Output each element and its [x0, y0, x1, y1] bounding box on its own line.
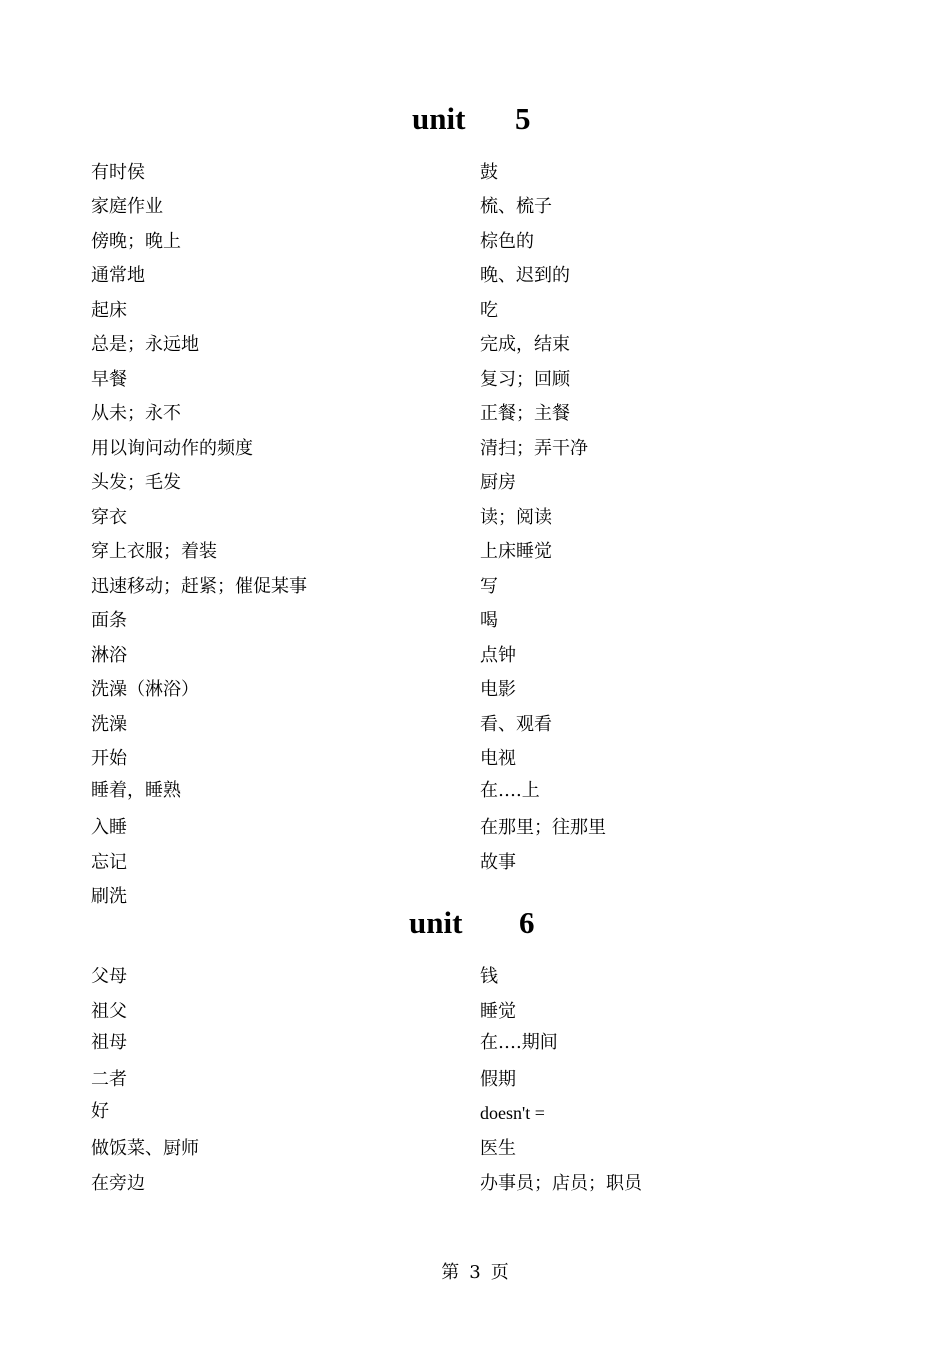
- vocab-entry: 梳、梳子: [480, 196, 552, 217]
- vocab-entry: 读；阅读: [480, 507, 552, 528]
- vocab-entry: 入睡: [91, 817, 127, 838]
- unit-6-heading: [409, 905, 539, 941]
- vocab-entry: 开始: [91, 748, 127, 769]
- unit-5-heading-number: 5: [515, 101, 531, 136]
- vocab-entry: 复习；回顾: [480, 369, 570, 390]
- vocab-entry: 穿上衣服；着装: [91, 541, 217, 562]
- vocab-entry: 睡觉: [480, 1001, 516, 1022]
- vocab-entry: 喝: [480, 610, 498, 631]
- vocab-entry: 二者: [91, 1069, 127, 1090]
- vocab-entry: 起床: [91, 300, 127, 321]
- vocab-entry: 穿衣: [91, 507, 127, 528]
- vocab-entry: 有时侯: [91, 162, 145, 183]
- vocab-entry: 父母: [91, 966, 127, 987]
- vocab-entry: 刷洗: [91, 886, 127, 907]
- vocab-entry: 淋浴: [91, 645, 127, 666]
- vocab-entry: 电视: [480, 748, 516, 769]
- vocab-entry: 从未；永不: [91, 403, 181, 424]
- vocab-entry: 假期: [480, 1069, 516, 1090]
- vocab-entry: 洗澡（淋浴）: [91, 679, 199, 700]
- vocab-entry: 用以询问动作的频度: [91, 438, 253, 459]
- vocab-entry: doesn't =: [480, 1103, 545, 1123]
- vocab-entry: 正餐；主餐: [480, 403, 570, 424]
- vocab-entry: 吃: [480, 300, 498, 321]
- vocab-entry: 电影: [480, 679, 516, 700]
- vocab-entry: 总是；永远地: [91, 334, 199, 355]
- vocab-entry: 在….上: [480, 780, 540, 801]
- unit-5-heading: [412, 101, 542, 137]
- vocab-entry: 钱: [480, 966, 498, 987]
- vocab-entry: 清扫；弄干净: [480, 438, 588, 459]
- unit-6-heading-word: unit: [409, 905, 463, 940]
- vocab-entry: 迅速移动；赶紧；催促某事: [91, 576, 307, 597]
- vocab-entry: 通常地: [91, 265, 145, 286]
- vocab-entry: 在….期间: [480, 1032, 558, 1053]
- vocab-entry: 家庭作业: [91, 196, 163, 217]
- vocab-entry: 祖父: [91, 1001, 127, 1022]
- vocab-entry: 办事员；店员；职员: [480, 1173, 642, 1194]
- vocab-entry: 故事: [480, 852, 516, 873]
- vocab-entry: 做饭菜、厨师: [91, 1138, 199, 1159]
- vocab-entry: 傍晚；晚上: [91, 231, 181, 252]
- vocab-entry: 点钟: [480, 645, 516, 666]
- page-footer-prefix: 第: [441, 1262, 460, 1283]
- unit-6-heading-number: 6: [519, 905, 535, 940]
- page-footer: [0, 1262, 950, 1284]
- vocab-entry: 晚、迟到的: [480, 265, 570, 286]
- vocab-entry: 洗澡: [91, 714, 127, 735]
- vocab-entry: 在旁边: [91, 1173, 145, 1194]
- vocab-entry: 在那里；往那里: [480, 817, 606, 838]
- vocab-entry: 忘记: [91, 852, 127, 873]
- vocab-entry: 厨房: [480, 472, 516, 493]
- vocab-entry: 棕色的: [480, 231, 534, 252]
- unit-5-heading-word: unit: [412, 101, 466, 136]
- vocab-entry: 睡着，睡熟: [91, 780, 181, 801]
- vocab-entry: 面条: [91, 610, 127, 631]
- vocab-entry: 头发；毛发: [91, 472, 181, 493]
- vocab-entry: 祖母: [91, 1032, 127, 1053]
- vocab-entry: 写: [480, 576, 498, 597]
- vocab-entry: 早餐: [91, 369, 127, 390]
- vocab-entry: 医生: [480, 1138, 516, 1159]
- page-footer-suffix: 页: [490, 1262, 509, 1283]
- vocab-entry: 好: [91, 1101, 109, 1122]
- vocab-entry: 上床睡觉: [480, 541, 552, 562]
- vocab-entry: 看、观看: [480, 714, 552, 735]
- vocab-entry: 完成，结束: [480, 334, 570, 355]
- vocab-entry: 鼓: [480, 162, 498, 183]
- page-number: 3: [469, 1262, 481, 1283]
